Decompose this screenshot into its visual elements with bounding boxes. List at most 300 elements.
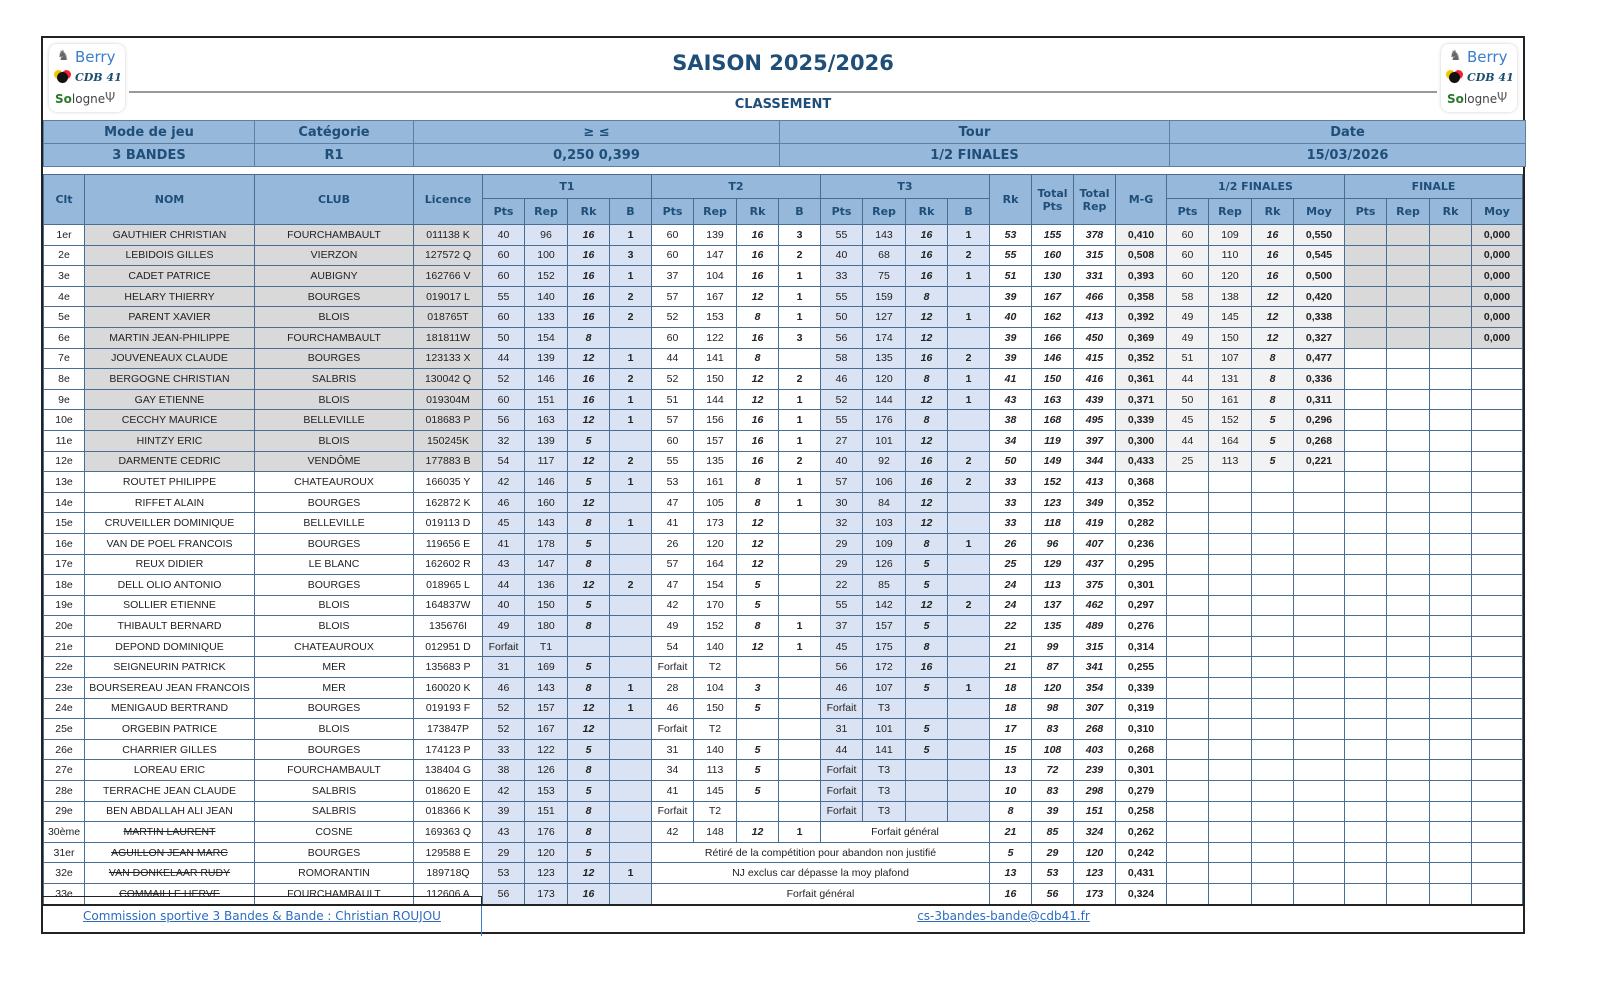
- total-pts-cell: 87: [1032, 657, 1074, 678]
- club-cell: BOURGES: [255, 492, 414, 513]
- total-rep-cell: 298: [1074, 781, 1116, 802]
- col-total-rep: Total Rep: [1074, 175, 1116, 225]
- t3-pts-cell: 56: [821, 327, 863, 348]
- club-cell: BELLEVILLE: [255, 513, 414, 534]
- rank-cell: 31er: [44, 842, 85, 863]
- t1-pts-cell: 60: [483, 245, 525, 266]
- info-value-round: 1/2 FINALES: [780, 144, 1170, 167]
- total-rep-cell: 315: [1074, 245, 1116, 266]
- t3-rep-cell: 141: [863, 739, 906, 760]
- empty-cell: [1345, 451, 1387, 472]
- t1-rep-cell: T1: [525, 636, 568, 657]
- t2-b-cell: [779, 698, 821, 719]
- t3-rk-cell: 12: [906, 307, 948, 328]
- total-rep-cell: 324: [1074, 822, 1116, 843]
- player-name: SOLLIER ETIENNE: [123, 599, 216, 612]
- empty-cell: [1294, 533, 1345, 554]
- empty-cell: [1472, 472, 1523, 493]
- t2-rep-cell: 164: [694, 554, 737, 575]
- final-rep-cell: [1387, 266, 1430, 287]
- col-group-semi: 1/2 FINALES: [1167, 175, 1345, 199]
- t1-rep-cell: 176: [525, 822, 568, 843]
- total-rep-cell: 123: [1074, 863, 1116, 884]
- table-row: [44, 801, 1523, 822]
- licence-cell: 012951 D: [414, 636, 483, 657]
- t1-rep-cell: 126: [525, 760, 568, 781]
- player-name-cell: [85, 451, 255, 472]
- club-cell: BLOIS: [255, 307, 414, 328]
- empty-cell: [1167, 739, 1209, 760]
- table-row: [44, 348, 1523, 369]
- rank-cell: 14e: [44, 492, 85, 513]
- player-name-cell: [85, 719, 255, 740]
- club-cell: VIERZON: [255, 245, 414, 266]
- table-row: [44, 225, 1523, 246]
- player-name: RIFFET ALAIN: [134, 496, 205, 509]
- title-divider: [129, 91, 1437, 93]
- t1-b-cell: 2: [610, 286, 652, 307]
- t1-b-cell: [610, 884, 652, 905]
- t3-pts-cell: 22: [821, 575, 863, 596]
- t2-b-cell: [779, 348, 821, 369]
- final-pts-cell: [1345, 286, 1387, 307]
- info-label-range: ≥ ≤: [414, 121, 780, 144]
- total-rep-cell: 307: [1074, 698, 1116, 719]
- empty-cell: [1167, 616, 1209, 637]
- t2-b-cell: 1: [779, 266, 821, 287]
- col-t2-sub-0: Pts: [652, 199, 694, 225]
- t3-pts-cell: 29: [821, 554, 863, 575]
- player-name: HELARY THIERRY: [124, 290, 215, 303]
- t1-rk-cell: 16: [568, 389, 610, 410]
- t1-rk-cell: 16: [568, 266, 610, 287]
- col-t2-sub-3: B: [779, 199, 821, 225]
- total-rank-cell: 53: [990, 225, 1032, 246]
- t1-rep-cell: 157: [525, 698, 568, 719]
- table-row: [44, 616, 1523, 637]
- t3-rk-cell: 12: [906, 389, 948, 410]
- table-row: [44, 698, 1523, 719]
- semi-moy-cell: 0,338: [1294, 307, 1345, 328]
- rank-cell: 11e: [44, 430, 85, 451]
- t1-b-cell: [610, 719, 652, 740]
- empty-cell: [1294, 822, 1345, 843]
- t1-b-cell: [610, 554, 652, 575]
- t2-b-cell: 2: [779, 451, 821, 472]
- table-row: [44, 554, 1523, 575]
- email-link[interactable]: cs-3bandes-bande@cdb41.fr: [917, 909, 1090, 923]
- t1-b-cell: 1: [610, 698, 652, 719]
- t3-rep-cell: 75: [863, 266, 906, 287]
- t3-rep-cell: T3: [863, 698, 906, 719]
- t1-rk-cell: [568, 636, 610, 657]
- t3-pts-cell: Forfait: [821, 781, 863, 802]
- col-t3-sub-0: Pts: [821, 199, 863, 225]
- semi-moy-cell: 0,296: [1294, 410, 1345, 431]
- table-row: [44, 781, 1523, 802]
- table-row: [44, 369, 1523, 390]
- t1-rep-cell: 160: [525, 492, 568, 513]
- empty-cell: [1472, 739, 1523, 760]
- t1-b-cell: [610, 657, 652, 678]
- col-final-sub-2: Rk: [1430, 199, 1472, 225]
- licence-cell: 018765T: [414, 307, 483, 328]
- empty-cell: [1252, 884, 1294, 905]
- t3-pts-cell: 30: [821, 492, 863, 513]
- empty-cell: [1167, 575, 1209, 596]
- col-nom: NOM: [85, 175, 255, 225]
- empty-cell: [1387, 801, 1430, 822]
- t3-rep-cell: 109: [863, 533, 906, 554]
- player-name: MENIGAUD BERTRAND: [110, 702, 229, 715]
- deer-icon: Ψ: [1497, 91, 1508, 106]
- t2-rep-cell: 157: [694, 430, 737, 451]
- player-name-cell: [85, 307, 255, 328]
- general-average-cell: 0,339: [1116, 410, 1167, 431]
- empty-cell: [1209, 698, 1252, 719]
- total-rank-cell: 33: [990, 513, 1032, 534]
- rank-cell: 4e: [44, 286, 85, 307]
- t2-rep-cell: 105: [694, 492, 737, 513]
- t1-b-cell: [610, 616, 652, 637]
- rank-cell: 25e: [44, 719, 85, 740]
- total-pts-cell: 53: [1032, 863, 1074, 884]
- ranking-table: [43, 174, 1523, 905]
- t2-rk-cell: 12: [737, 822, 779, 843]
- t1-rk-cell: 16: [568, 245, 610, 266]
- t1-rep-cell: 152: [525, 266, 568, 287]
- empty-cell: [1430, 698, 1472, 719]
- empty-cell: [1209, 472, 1252, 493]
- table-row: [44, 884, 1523, 905]
- info-value-mode: 3 BANDES: [44, 144, 255, 167]
- rank-cell: 22e: [44, 657, 85, 678]
- empty-cell: [1387, 410, 1430, 431]
- total-pts-cell: 119: [1032, 430, 1074, 451]
- total-pts-cell: 118: [1032, 513, 1074, 534]
- general-average-cell: 0,369: [1116, 327, 1167, 348]
- club-cell: FOURCHAMBAULT: [255, 225, 414, 246]
- t2-pts-cell: 42: [652, 822, 694, 843]
- t3-b-cell: 2: [948, 348, 990, 369]
- final-moy-cell: 0,000: [1472, 245, 1523, 266]
- t1-rk-cell: 5: [568, 842, 610, 863]
- empty-cell: [1472, 430, 1523, 451]
- t2-pts-cell: 41: [652, 513, 694, 534]
- player-name: BOURSEREAU JEAN FRANCOIS: [89, 681, 250, 694]
- club-cell: COSNE: [255, 822, 414, 843]
- licence-cell: 129588 E: [414, 842, 483, 863]
- total-pts-cell: 162: [1032, 307, 1074, 328]
- t1-rep-cell: 147: [525, 554, 568, 575]
- empty-cell: [1294, 575, 1345, 596]
- empty-cell: [1472, 575, 1523, 596]
- t2-b-cell: [779, 739, 821, 760]
- final-rep-cell: [1387, 245, 1430, 266]
- t1-pts-cell: 43: [483, 822, 525, 843]
- empty-cell: [1472, 842, 1523, 863]
- table-row: [44, 430, 1523, 451]
- empty-cell: [1252, 636, 1294, 657]
- empty-cell: [1252, 616, 1294, 637]
- col-mg: M-G: [1116, 175, 1167, 225]
- semi-rk-cell: 16: [1252, 266, 1294, 287]
- total-rank-cell: 17: [990, 719, 1032, 740]
- t3-b-cell: [948, 286, 990, 307]
- player-name-cell: [85, 863, 255, 884]
- player-name-cell: [85, 884, 255, 905]
- t1-pts-cell: 53: [483, 863, 525, 884]
- club-cell: BLOIS: [255, 719, 414, 740]
- player-name-cell: [85, 554, 255, 575]
- empty-cell: [1345, 781, 1387, 802]
- total-rank-cell: 22: [990, 616, 1032, 637]
- club-cell: BOURGES: [255, 842, 414, 863]
- player-name-cell: [85, 327, 255, 348]
- club-cell: SALBRIS: [255, 801, 414, 822]
- t1-rep-cell: 139: [525, 348, 568, 369]
- t2-b-cell: [779, 513, 821, 534]
- final-rk-cell: [1430, 225, 1472, 246]
- total-rank-cell: 21: [990, 822, 1032, 843]
- empty-cell: [1472, 781, 1523, 802]
- empty-cell: [1345, 513, 1387, 534]
- info-value-range: 0,250 0,399: [414, 144, 780, 167]
- t2-rep-cell: 145: [694, 781, 737, 802]
- t3-rep-cell: 127: [863, 307, 906, 328]
- t3-b-cell: 2: [948, 451, 990, 472]
- player-name-cell: [85, 389, 255, 410]
- ranking-sheet: [41, 36, 1525, 934]
- t1-b-cell: [610, 533, 652, 554]
- col-clt: Clt: [44, 175, 85, 225]
- empty-cell: [1387, 389, 1430, 410]
- rank-cell: 18e: [44, 575, 85, 596]
- t1-rk-cell: 8: [568, 822, 610, 843]
- total-rep-cell: 413: [1074, 472, 1116, 493]
- player-name: GAY ETIENNE: [134, 393, 205, 406]
- empty-cell: [1294, 863, 1345, 884]
- player-name: DEPOND DOMINIQUE: [115, 640, 224, 653]
- empty-cell: [1430, 389, 1472, 410]
- empty-cell: [1345, 492, 1387, 513]
- t1-b-cell: 1: [610, 513, 652, 534]
- empty-cell: [1387, 636, 1430, 657]
- total-rep-cell: 415: [1074, 348, 1116, 369]
- t3-pts-cell: 31: [821, 719, 863, 740]
- empty-cell: [1430, 636, 1472, 657]
- rank-cell: 16e: [44, 533, 85, 554]
- total-rep-cell: 419: [1074, 513, 1116, 534]
- empty-cell: [1294, 513, 1345, 534]
- t3-rep-cell: 106: [863, 472, 906, 493]
- club-cell: VENDÔME: [255, 451, 414, 472]
- t1-rk-cell: 12: [568, 348, 610, 369]
- total-pts-cell: 96: [1032, 533, 1074, 554]
- t3-rk-cell: 16: [906, 451, 948, 472]
- t1-rep-cell: 136: [525, 575, 568, 596]
- t3-b-cell: [948, 575, 990, 596]
- t2-pts-cell: 51: [652, 389, 694, 410]
- logo-cdb41: CDB 41: [75, 71, 122, 84]
- t2-rep-cell: 170: [694, 595, 737, 616]
- licence-cell: 174123 P: [414, 739, 483, 760]
- player-name-cell: [85, 533, 255, 554]
- t1-rep-cell: 117: [525, 451, 568, 472]
- semi-rep-cell: 120: [1209, 266, 1252, 287]
- total-pts-cell: 152: [1032, 472, 1074, 493]
- total-rank-cell: 21: [990, 657, 1032, 678]
- licence-cell: 162766 V: [414, 266, 483, 287]
- t2-rk-cell: [737, 719, 779, 740]
- total-rank-cell: 38: [990, 410, 1032, 431]
- total-rank-cell: 34: [990, 430, 1032, 451]
- t3-rep-cell: 176: [863, 410, 906, 431]
- t2-rk-cell: 8: [737, 348, 779, 369]
- t1-pts-cell: 43: [483, 554, 525, 575]
- empty-cell: [1387, 616, 1430, 637]
- empty-cell: [1472, 348, 1523, 369]
- semi-rk-cell: 5: [1252, 410, 1294, 431]
- rank-cell: 24e: [44, 698, 85, 719]
- total-pts-cell: 29: [1032, 842, 1074, 863]
- total-rank-cell: 21: [990, 636, 1032, 657]
- t1-pts-cell: 50: [483, 327, 525, 348]
- total-pts-cell: 149: [1032, 451, 1074, 472]
- player-name: ORGEBIN PATRICE: [121, 723, 218, 736]
- empty-cell: [1252, 492, 1294, 513]
- licence-cell: 019017 L: [414, 286, 483, 307]
- t2-pts-cell: 28: [652, 678, 694, 699]
- info-label-mode: Mode de jeu: [44, 121, 255, 144]
- empty-cell: [1430, 719, 1472, 740]
- player-name: BEN ABDALLAH ALI JEAN: [106, 805, 233, 818]
- t1-rk-cell: 16: [568, 225, 610, 246]
- t2-pts-cell: 60: [652, 225, 694, 246]
- empty-cell: [1167, 884, 1209, 905]
- total-pts-cell: 123: [1032, 492, 1074, 513]
- semi-rk-cell: 12: [1252, 307, 1294, 328]
- empty-cell: [1430, 410, 1472, 431]
- club-cell: ROMORANTIN: [255, 863, 414, 884]
- t1-pts-cell: 45: [483, 513, 525, 534]
- t2-rk-cell: 12: [737, 636, 779, 657]
- t2-pts-cell: Forfait: [652, 657, 694, 678]
- player-name-cell: [85, 657, 255, 678]
- t1-pts-cell: 44: [483, 348, 525, 369]
- t3-rk-cell: 5: [906, 739, 948, 760]
- t1-b-cell: [610, 739, 652, 760]
- empty-cell: [1472, 822, 1523, 843]
- t3-rk-cell: [906, 760, 948, 781]
- player-name: AGUILLON JEAN MARC: [111, 846, 228, 859]
- semi-rep-cell: 110: [1209, 245, 1252, 266]
- t3-pts-cell: 57: [821, 472, 863, 493]
- t2-pts-cell: 52: [652, 307, 694, 328]
- t2-rk-cell: 5: [737, 781, 779, 802]
- empty-cell: [1387, 554, 1430, 575]
- empty-cell: [1430, 595, 1472, 616]
- commission-link[interactable]: Commission sportive 3 Bandes & Bande : Christian ROUJOU: [83, 909, 441, 923]
- empty-cell: [1430, 822, 1472, 843]
- t1-rk-cell: 12: [568, 492, 610, 513]
- empty-cell: [1209, 657, 1252, 678]
- footer: [43, 904, 1525, 936]
- t2-rep-cell: 104: [694, 266, 737, 287]
- player-name-cell: [85, 678, 255, 699]
- club-cell: FOURCHAMBAULT: [255, 760, 414, 781]
- empty-cell: [1252, 533, 1294, 554]
- total-rep-cell: 344: [1074, 451, 1116, 472]
- t1-rk-cell: 8: [568, 801, 610, 822]
- club-cell: BOURGES: [255, 575, 414, 596]
- t1-rep-cell: 173: [525, 884, 568, 905]
- t3-rk-cell: 16: [906, 472, 948, 493]
- col-group-final: FINALE: [1345, 175, 1523, 199]
- semi-rep-cell: 131: [1209, 369, 1252, 390]
- semi-pts-cell: 60: [1167, 225, 1209, 246]
- empty-cell: [1472, 884, 1523, 905]
- t3-b-cell: [948, 657, 990, 678]
- semi-rep-cell: 145: [1209, 307, 1252, 328]
- rank-cell: 30ème: [44, 822, 85, 843]
- total-rank-cell: 13: [990, 863, 1032, 884]
- total-rank-cell: 40: [990, 307, 1032, 328]
- t2-rep-cell: 156: [694, 410, 737, 431]
- t1-pts-cell: 60: [483, 389, 525, 410]
- t1-rk-cell: 16: [568, 884, 610, 905]
- t1-rk-cell: 5: [568, 657, 610, 678]
- total-rank-cell: 24: [990, 575, 1032, 596]
- player-name-cell: [85, 245, 255, 266]
- t3-rep-cell: 84: [863, 492, 906, 513]
- t3-rep-cell: T3: [863, 801, 906, 822]
- col-t1-sub-1: Rep: [525, 199, 568, 225]
- t3-rep-cell: 172: [863, 657, 906, 678]
- empty-cell: [1252, 719, 1294, 740]
- t2-rk-cell: 12: [737, 369, 779, 390]
- licence-cell: 164837W: [414, 595, 483, 616]
- t1-pts-cell: 54: [483, 451, 525, 472]
- empty-cell: [1167, 842, 1209, 863]
- empty-cell: [1387, 595, 1430, 616]
- total-rank-cell: 18: [990, 698, 1032, 719]
- licence-cell: 189718Q: [414, 863, 483, 884]
- t1-b-cell: 2: [610, 307, 652, 328]
- licence-cell: 018366 K: [414, 801, 483, 822]
- empty-cell: [1294, 616, 1345, 637]
- empty-cell: [1345, 822, 1387, 843]
- player-name: COMMAILLE HERVE: [119, 887, 220, 900]
- t2-b-cell: 1: [779, 389, 821, 410]
- t2-rk-cell: [737, 801, 779, 822]
- total-rank-cell: 25: [990, 554, 1032, 575]
- total-pts-cell: 160: [1032, 245, 1074, 266]
- empty-cell: [1345, 472, 1387, 493]
- t3-rk-cell: 8: [906, 286, 948, 307]
- empty-cell: [1294, 781, 1345, 802]
- empty-cell: [1167, 472, 1209, 493]
- total-rank-cell: 5: [990, 842, 1032, 863]
- t2-rk-cell: 16: [737, 266, 779, 287]
- empty-cell: [1209, 513, 1252, 534]
- t1-pts-cell: 46: [483, 678, 525, 699]
- t1-pts-cell: 56: [483, 884, 525, 905]
- t3-b-cell: 1: [948, 307, 990, 328]
- t3-pts-cell: 55: [821, 225, 863, 246]
- empty-cell: [1252, 863, 1294, 884]
- t2-rk-cell: 12: [737, 554, 779, 575]
